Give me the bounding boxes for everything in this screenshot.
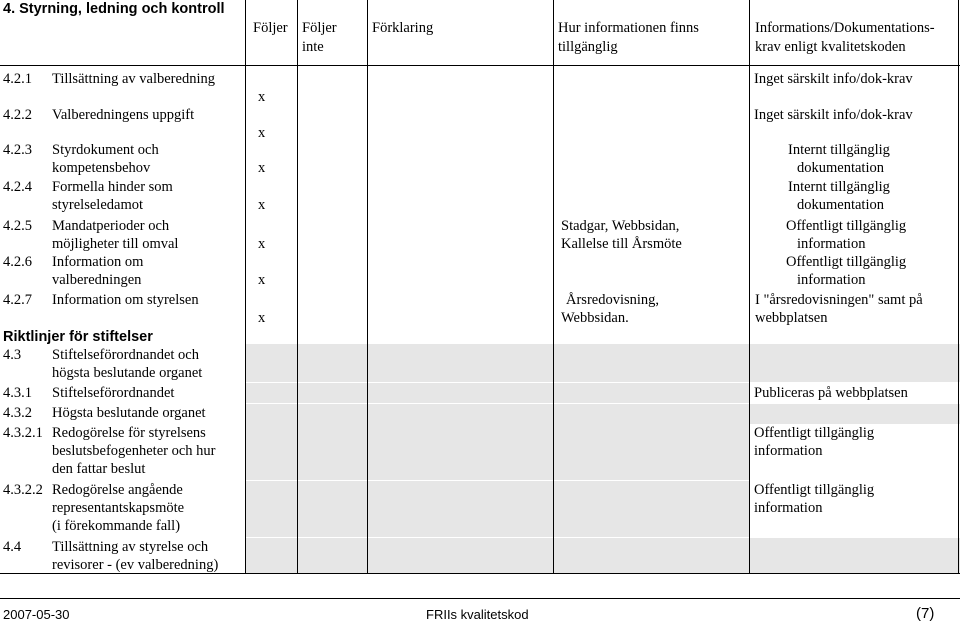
section-title: 4. Styrning, ledning och kontroll — [3, 1, 225, 17]
row-text: den fattar beslut — [52, 461, 146, 477]
row-requirement: information — [797, 236, 866, 252]
header-bottom-line — [0, 65, 960, 66]
row-number: 4.3 — [3, 347, 22, 363]
row-requirement: Publiceras på webbplatsen — [754, 385, 908, 401]
row-requirement: Inget särskilt info/dok-krav — [754, 71, 913, 87]
row-number: 4.2.6 — [3, 254, 32, 270]
col-header-hur-2: tillgänglig — [558, 39, 618, 55]
row-number: 4.3.1 — [3, 385, 32, 401]
row-requirement: Offentligt tillgänglig — [786, 254, 907, 270]
footer-page-number: (7) — [916, 605, 935, 622]
row-text: Stiftelseförordnandet och — [52, 347, 199, 363]
row-text: kompetensbehov — [52, 160, 151, 176]
row-requirement: information — [754, 443, 823, 459]
row-text: Information om — [52, 254, 144, 270]
row-text: Tillsättning av styrelse och — [52, 539, 209, 555]
shade-4.3-req — [750, 344, 960, 382]
footer-date: 2007-05-30 — [3, 607, 70, 622]
row-text: Stiftelseförordnandet — [52, 385, 175, 401]
row-requirement: Internt tillgänglig — [788, 142, 890, 158]
row-availability: Kallelse till Årsmöte — [561, 236, 682, 252]
row-text: valberedningen — [52, 272, 142, 288]
row-availability: Webbsidan. — [561, 310, 629, 326]
row-requirement: Offentligt tillgänglig — [786, 218, 907, 234]
row-requirement: information — [754, 500, 823, 516]
row-requirement: dokumentation — [797, 197, 884, 213]
row-number: 4.4 — [3, 539, 22, 555]
shade-4.3.2 — [246, 404, 960, 424]
row-number: 4.2.2 — [3, 107, 32, 123]
row-text: Mandatperioder och — [52, 218, 170, 234]
row-requirement: dokumentation — [797, 160, 884, 176]
col-line-6 — [958, 0, 959, 574]
row-availability: Årsredovisning, — [566, 292, 660, 308]
row-number: 4.3.2 — [3, 405, 32, 421]
row-number: 4.3.2.2 — [3, 482, 43, 498]
row-requirement: I "årsredovisningen" samt på — [755, 292, 923, 308]
row-text: högsta beslutande organet — [52, 365, 203, 381]
col-header-krav-1: Informations/Dokumentations- — [755, 20, 935, 36]
row-number: 4.2.7 — [3, 292, 32, 308]
row-text: Information om styrelsen — [52, 292, 199, 308]
row-number: 4.3.2.1 — [3, 425, 43, 441]
col-header-foljer-inte-1: Följer — [302, 20, 337, 36]
shade-4.4 — [246, 538, 960, 574]
row-text: styrelseledamot — [52, 197, 144, 213]
row-number: 4.2.5 — [3, 218, 32, 234]
col-line-3 — [367, 0, 368, 574]
col-line-4 — [553, 0, 554, 574]
row-text: Redogörelse för styrelsens — [52, 425, 206, 441]
col-header-foljer: Följer — [253, 20, 288, 36]
shade-4.3.1 — [246, 383, 749, 403]
shade-4.3.2.1 — [246, 424, 749, 480]
follows-mark: x — [258, 272, 266, 288]
follows-mark: x — [258, 160, 266, 176]
col-header-forklaring: Förklaring — [372, 20, 434, 36]
col-header-foljer-inte-2: inte — [302, 39, 324, 55]
col-line-5 — [749, 0, 750, 574]
row-text: Valberedningens uppgift — [52, 107, 195, 123]
row-text: Styrdokument och — [52, 142, 159, 158]
follows-mark: x — [258, 236, 266, 252]
row-text: revisorer - (ev valberedning) — [52, 557, 219, 573]
row-requirement: information — [797, 272, 866, 288]
col-header-hur-1: Hur informationen finns — [558, 20, 699, 36]
follows-mark: x — [258, 310, 266, 326]
follows-mark: x — [258, 125, 266, 141]
row-text: Högsta beslutande organet — [52, 405, 206, 421]
col-line-1 — [245, 0, 246, 574]
subheading-riktlinjer: Riktlinjer för stiftelser — [3, 329, 153, 345]
shade-4.3.2.2 — [246, 481, 749, 537]
row-availability: Stadgar, Webbsidan, — [561, 218, 680, 234]
follows-mark: x — [258, 197, 266, 213]
row-requirement: Inget särskilt info/dok-krav — [754, 107, 913, 123]
row-text: Tillsättning av valberedning — [52, 71, 215, 87]
col-line-2 — [297, 0, 298, 574]
row-text: möjligheter till omval — [52, 236, 179, 252]
row-requirement: webbplatsen — [755, 310, 828, 326]
col-header-krav-2: krav enligt kvalitetskoden — [755, 39, 906, 55]
row-requirement: Offentligt tillgänglig — [754, 425, 875, 441]
row-number: 4.2.4 — [3, 179, 32, 195]
follows-mark: x — [258, 89, 266, 105]
row-requirement: Offentligt tillgänglig — [754, 482, 875, 498]
footer-line — [0, 598, 960, 599]
row-number: 4.2.3 — [3, 142, 32, 158]
row-text: representantskapsmöte — [52, 500, 185, 516]
shade-4.3 — [246, 344, 749, 382]
footer-title: FRIIs kvalitetskod — [426, 607, 529, 622]
row-text: (i förekommande fall) — [52, 518, 181, 534]
row-text: Formella hinder som — [52, 179, 173, 195]
row-text: beslutsbefogenheter och hur — [52, 443, 216, 459]
row-text: Redogörelse angående — [52, 482, 183, 498]
row-requirement: Internt tillgänglig — [788, 179, 890, 195]
row-number: 4.2.1 — [3, 71, 32, 87]
